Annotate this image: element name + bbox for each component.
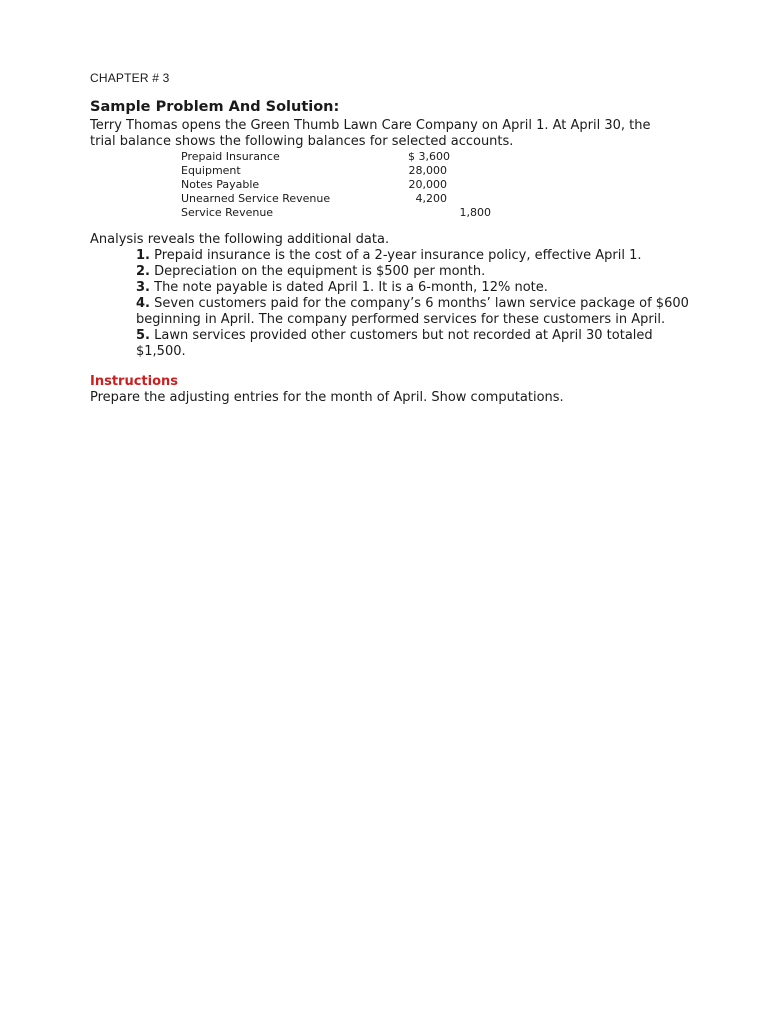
- item-number: 1.: [136, 248, 150, 263]
- credit-amount: 1,800: [459, 206, 491, 219]
- item-text: Prepaid insurance is the cost of a 2-year insurance policy, effective April 1.: [154, 248, 642, 263]
- item-number: 4.: [136, 296, 150, 311]
- problem-intro: [90, 118, 690, 150]
- item-text: Depreciation on the equipment is $500 per month.: [154, 264, 486, 279]
- analysis-intro: Analysis reveals the following additional data.: [90, 232, 390, 247]
- debit-amount: 20,000: [408, 178, 447, 191]
- list-item: [136, 264, 696, 280]
- debit-amount: $ 3,600: [408, 150, 450, 163]
- account-name: Unearned Service Revenue: [181, 192, 331, 205]
- trial-balance-row: [0, 164, 768, 178]
- debit-amount: 4,200: [415, 192, 447, 205]
- trial-balance-row: [0, 178, 768, 192]
- item-number: 3.: [136, 280, 150, 295]
- account-name: Notes Payable: [181, 178, 260, 191]
- list-item: [136, 248, 696, 264]
- trial-balance-row: [0, 206, 768, 220]
- instructions-heading: Instructions: [90, 374, 179, 389]
- analysis-list: [136, 248, 696, 360]
- intro-line-2: trial balance shows the following balances for selected accounts.: [90, 134, 514, 149]
- instructions-text: Prepare the adjusting entries for the month of April. Show computations.: [90, 390, 564, 405]
- account-name: Prepaid Insurance: [181, 150, 280, 163]
- chapter-label: CHAPTER # 3: [90, 71, 170, 85]
- intro-line-1: Terry Thomas opens the Green Thumb Lawn Care Company on April 1. At April 30, the: [90, 118, 651, 133]
- list-item: [136, 328, 696, 360]
- item-number: 2.: [136, 264, 150, 279]
- item-text: Seven customers paid for the company’s 6 months’ lawn service package of $600 beginning in April. The company performed services for these customers in April.: [136, 296, 689, 327]
- item-number: 5.: [136, 328, 150, 343]
- debit-amount: 28,000: [408, 164, 447, 177]
- problem-title: Sample Problem And Solution:: [90, 99, 340, 115]
- item-text: The note payable is dated April 1. It is a 6-month, 12% note.: [154, 280, 548, 295]
- trial-balance-row: [0, 150, 768, 164]
- account-name: Service Revenue: [181, 206, 274, 219]
- item-text: Lawn services provided other customers but not recorded at April 30 totaled $1,500.: [136, 328, 653, 359]
- list-item: [136, 280, 696, 296]
- account-name: Equipment: [181, 164, 241, 177]
- trial-balance-row: [0, 192, 768, 206]
- list-item: [136, 296, 696, 328]
